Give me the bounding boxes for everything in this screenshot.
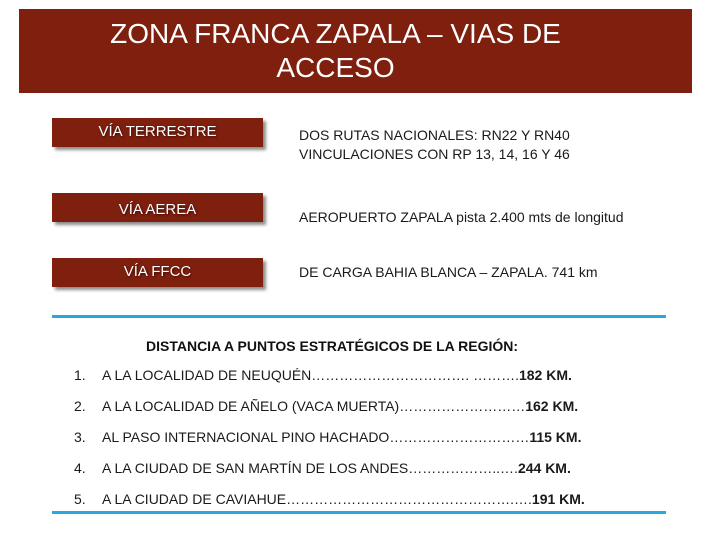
divider-top [52, 315, 666, 318]
list-item-text: A LA CIUDAD DE SAN MARTÍN DE LOS ANDES………………..…. [102, 460, 518, 476]
list-item [74, 429, 674, 460]
desc-via-aerea [299, 208, 624, 227]
list-item-text: AL PASO INTERNACIONAL PINO HACHADO………………………… [102, 429, 530, 445]
list-item-number: 5. [74, 491, 86, 507]
list-item-text: A LA LOCALIDAD DE NEUQUÉN……………………………. ………. [102, 367, 519, 383]
desc-via-terrestre-line2: VINCULACIONES CON RP 13, 14, 16 Y 46 [299, 146, 570, 162]
list-item [74, 491, 674, 522]
label-via-terrestre-text: VÍA TERRESTRE [98, 123, 217, 140]
label-via-ffcc-text: VÍA FFCC [123, 263, 192, 280]
title-banner [19, 9, 692, 93]
list-item-number: 2. [74, 398, 86, 414]
list-item-value: 182 KM. [518, 367, 572, 383]
label-via-ffcc [52, 258, 263, 287]
page-title: ZONA FRANCA ZAPALA – VIAS DE ACCESO [110, 18, 561, 83]
list-item [74, 367, 674, 398]
distances-list [74, 367, 674, 522]
list-item-number: 1. [74, 367, 86, 383]
list-item-text: A LA CIUDAD DE CAVIAHUE………………………………………….…. [102, 491, 532, 507]
list-item-text: A LA LOCALIDAD DE AÑELO (VACA MUERTA)……………………… [102, 398, 526, 414]
label-via-terrestre [52, 118, 263, 147]
list-item-value: 162 KM. [525, 398, 579, 414]
list-item-value: 244 KM. [517, 460, 571, 476]
label-via-aerea-text: VÍA AEREA [118, 201, 197, 218]
list-item [74, 460, 674, 491]
desc-via-terrestre [299, 126, 570, 164]
desc-via-ffcc [299, 263, 598, 282]
desc-via-ffcc-line1: DE CARGA BAHIA BLANCA – ZAPALA. 741 km [299, 264, 598, 280]
list-item-number: 3. [74, 429, 86, 445]
list-item-value: 115 KM. [529, 429, 582, 445]
divider-bottom [52, 511, 666, 514]
list-item-value: 191 KM. [531, 491, 585, 507]
list-item-number: 4. [74, 460, 86, 476]
desc-via-aerea-line1: AEROPUERTO ZAPALA pista 2.400 mts de longitud [299, 209, 624, 225]
label-via-aerea [52, 193, 263, 222]
distances-heading: DISTANCIA A PUNTOS ESTRATÉGICOS DE LA REGIÓN: [146, 338, 519, 354]
desc-via-terrestre-line1: DOS RUTAS NACIONALES: RN22 Y RN40 [299, 127, 570, 143]
list-item [74, 398, 674, 429]
